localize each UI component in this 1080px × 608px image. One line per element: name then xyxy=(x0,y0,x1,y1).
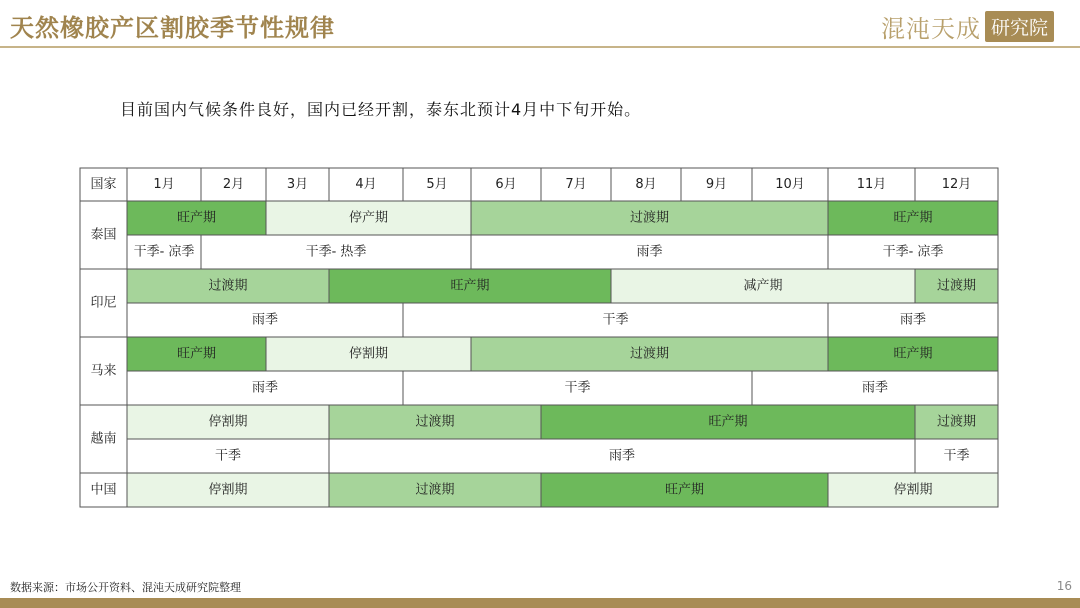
segment-label: 干季 xyxy=(564,380,591,396)
segment-label: 雨季 xyxy=(251,380,279,396)
slide-title: 天然橡胶产区割胶季节性规律 xyxy=(10,13,335,42)
segment-label: 干季 xyxy=(214,448,242,464)
segment-label: 旺产期 xyxy=(450,278,490,294)
segment-label: 停产期 xyxy=(348,210,389,226)
month-label: 8月 xyxy=(635,177,657,192)
segment-label: 雨季 xyxy=(636,244,663,260)
intro-text: 目前国内气候条件良好，国内已经开割，泰东北预计4月中下旬开始。 xyxy=(120,100,642,119)
segment-label: 雨季 xyxy=(608,448,636,464)
segment-label: 过渡期 xyxy=(936,414,977,430)
page-number: 16 xyxy=(1056,579,1072,593)
month-label: 7月 xyxy=(565,177,587,192)
segment-label: 过渡期 xyxy=(208,278,248,294)
logo-text: 混沌天成 xyxy=(880,15,981,43)
segment-label: 过渡期 xyxy=(936,278,977,294)
segment-label: 雨季 xyxy=(251,312,279,328)
segment-label: 旺产期 xyxy=(708,414,748,430)
month-label: 6月 xyxy=(495,177,517,192)
data-source: 数据来源：市场公开资料、混沌天成研究院整理 xyxy=(10,581,241,594)
segment-label: 停割期 xyxy=(893,482,933,498)
segment-label: 过渡期 xyxy=(415,482,455,498)
segment-label: 旺产期 xyxy=(664,482,705,498)
month-label: 9月 xyxy=(705,177,728,192)
segment-label: 过渡期 xyxy=(629,210,670,226)
month-label: 2月 xyxy=(222,177,245,192)
country-name: 中国 xyxy=(90,482,117,498)
month-label: 10月 xyxy=(775,177,805,192)
segment-label: 干季- 热季 xyxy=(305,244,367,260)
country-name: 马来 xyxy=(90,363,117,379)
month-label: 4月 xyxy=(355,177,377,192)
segment-label: 旺产期 xyxy=(893,210,933,226)
country-name: 印尼 xyxy=(90,295,117,311)
month-label: 12月 xyxy=(941,177,972,192)
segment-label: 旺产期 xyxy=(893,346,933,362)
month-label: 1月 xyxy=(153,177,175,192)
segment-label: 雨季 xyxy=(899,312,927,328)
segment-label: 过渡期 xyxy=(415,414,455,430)
month-label: 3月 xyxy=(286,177,309,192)
country-name: 泰国 xyxy=(90,227,117,243)
segment-label: 干季 xyxy=(602,312,629,328)
segment-label: 减产期 xyxy=(743,278,783,294)
segment-label: 旺产期 xyxy=(176,346,217,362)
footer-bar xyxy=(0,598,1080,608)
segment-label: 旺产期 xyxy=(176,210,217,226)
segment-label: 过渡期 xyxy=(629,346,670,362)
month-label: 11月 xyxy=(856,177,887,192)
segment-label: 停割期 xyxy=(348,346,389,362)
segment-label: 停割期 xyxy=(208,414,248,430)
segment-label: 停割期 xyxy=(208,482,248,498)
country-name: 越南 xyxy=(90,431,117,447)
month-label: 5月 xyxy=(426,177,448,192)
header-country-label: 国家 xyxy=(90,177,117,192)
segment-label: 雨季 xyxy=(861,380,889,396)
segment-label: 干季- 凉季 xyxy=(882,244,944,260)
logo-box: 研究院 xyxy=(985,11,1054,42)
segment-label: 干季 xyxy=(943,448,970,464)
segment-label: 干季- 凉季 xyxy=(133,244,195,260)
